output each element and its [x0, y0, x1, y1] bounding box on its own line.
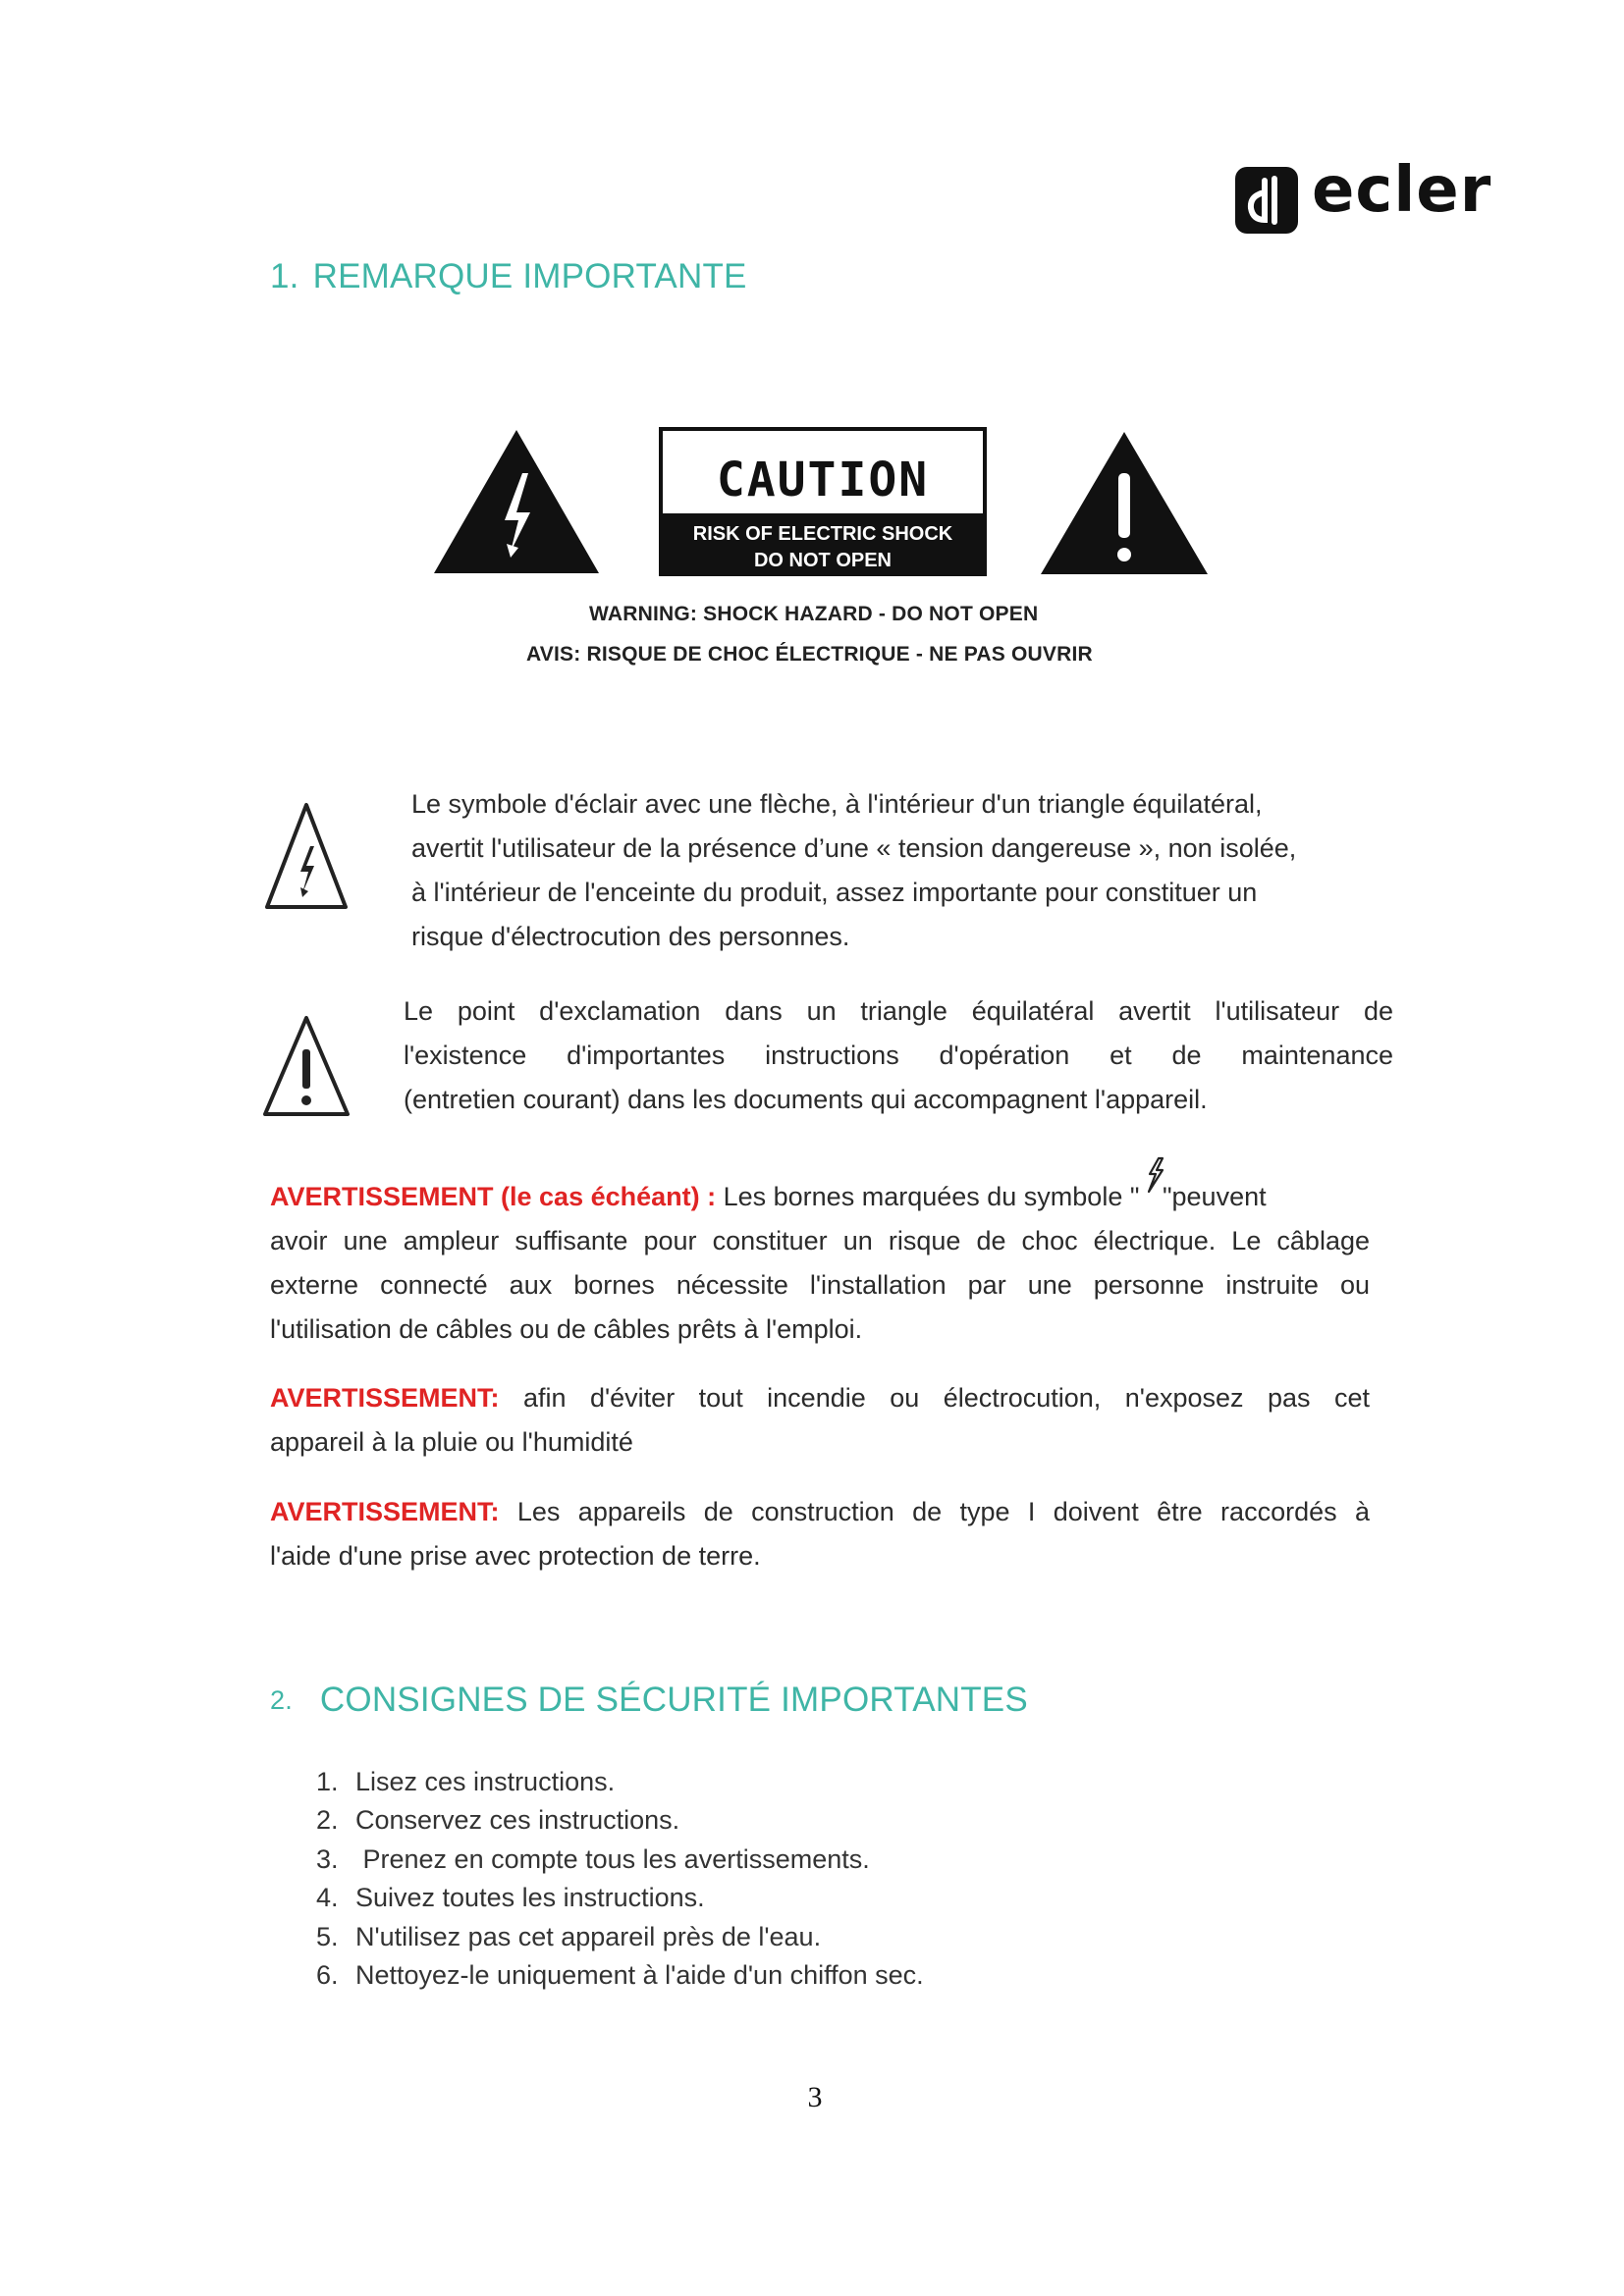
text-fragment: Les bornes marquées du symbole "	[716, 1182, 1147, 1211]
lightning-outline-triangle-icon	[263, 801, 350, 911]
exclamation-triangle-icon	[1041, 432, 1208, 574]
list-number: 5.	[316, 1921, 339, 1951]
text-fragment: Les appareils de construction de type I doivent être raccordés à	[499, 1497, 1370, 1526]
list-item	[316, 1956, 924, 1995]
text-line: Le point d'exclamation dans un triangle équilatéral avertit l'utilisateur de	[404, 996, 1393, 1026]
list-number: 2.	[316, 1805, 339, 1836]
caution-line-1: RISK OF ELECTRIC SHOCK	[692, 523, 953, 545]
list-number: 6.	[316, 1960, 339, 1991]
safety-instructions-list	[316, 1763, 924, 1995]
text-line: avertit l'utilisateur de la présence d’une « tension dangereuse », non isolée,	[411, 833, 1297, 863]
text-line	[270, 1170, 1370, 1219]
list-item	[316, 1841, 924, 1879]
list-text: Conservez ces instructions.	[355, 1805, 680, 1836]
ecler-logo-mark-icon	[1235, 167, 1298, 234]
caution-graphic	[432, 422, 1218, 589]
section-1-title: REMARQUE IMPORTANTE	[312, 257, 747, 295]
section-2-heading	[270, 1681, 1028, 1720]
list-text: Lisez ces instructions.	[355, 1767, 616, 1796]
list-item	[316, 1879, 924, 1917]
list-item	[316, 1801, 924, 1840]
caution-line-2: DO NOT OPEN	[753, 550, 893, 571]
warning-block-rain	[270, 1376, 1370, 1465]
text-line: Le symbole d'éclair avec une flèche, à l'intérieur d'un triangle équilatéral,	[411, 789, 1263, 819]
text-line: externe connecté aux bornes nécessite l'installation par une personne instruite ou	[270, 1270, 1370, 1300]
list-number: 4.	[316, 1883, 339, 1913]
text-line: (entretien courant) dans les documents qui accompagnent l'appareil.	[404, 1085, 1208, 1114]
caution-title: CAUTION	[716, 453, 930, 507]
text-fragment: afin d'éviter tout incendie ou électrocution, n'exposez pas cet	[499, 1383, 1370, 1413]
section-1-heading	[270, 257, 747, 296]
text-line	[270, 1490, 1370, 1534]
logo-wordmark: ecler	[1312, 154, 1492, 227]
ecler-logo	[1235, 154, 1516, 234]
text-fragment: "peuvent	[1162, 1182, 1267, 1211]
text-line: à l'intérieur de l'enceinte du produit, assez importante pour constituer un	[411, 878, 1258, 907]
list-number: 1.	[316, 1767, 339, 1796]
text-line: l'utilisation de câbles ou de câbles prêts à l'emploi.	[270, 1314, 863, 1344]
text-line: l'existence d'importantes instructions d'opération et de maintenance	[404, 1041, 1393, 1070]
text-line	[270, 1376, 1370, 1420]
list-text: N'utilisez pas cet appareil près de l'eau.	[355, 1921, 822, 1951]
lightning-bolt-icon	[1145, 1156, 1166, 1194]
warning-label: AVERTISSEMENT:	[270, 1497, 500, 1526]
list-item	[316, 1763, 924, 1801]
text-line: risque d'électrocution des personnes.	[411, 922, 850, 951]
warning-block-terminals	[270, 1170, 1370, 1352]
warning-label: AVERTISSEMENT (le cas échéant) :	[270, 1182, 717, 1211]
exclamation-outline-triangle-icon	[261, 1014, 352, 1118]
warning-label: AVERTISSEMENT:	[270, 1383, 500, 1413]
warning-block-earth	[270, 1490, 1370, 1578]
list-text: Prenez en compte tous les avertissements.	[355, 1843, 870, 1874]
warning-en: WARNING: SHOCK HAZARD - DO NOT OPEN	[589, 603, 1039, 625]
list-number: 3.	[316, 1843, 339, 1874]
text-line: l'aide d'une prise avec protection de terre.	[270, 1541, 761, 1571]
text-line: avoir une ampleur suffisante pour constituer un risque de choc électrique. Le câblage	[270, 1226, 1370, 1255]
list-text: Suivez toutes les instructions.	[355, 1883, 705, 1913]
section-1-number: 1.	[270, 257, 299, 295]
lightning-triangle-icon	[434, 430, 599, 573]
caution-box	[661, 429, 985, 574]
exclamation-symbol-description	[404, 989, 1393, 1122]
lightning-symbol-description	[411, 782, 1374, 959]
warning-fr: AVIS: RISQUE DE CHOC ÉLECTRIQUE - NE PAS OUVRIR	[526, 643, 1093, 666]
list-text: Nettoyez-le uniquement à l'aide d'un chiffon sec.	[355, 1960, 924, 1991]
list-item	[316, 1918, 924, 1956]
page-number: 3	[807, 2081, 823, 2113]
section-2-number: 2.	[270, 1685, 293, 1715]
section-2-title: CONSIGNES DE SÉCURITÉ IMPORTANTES	[319, 1681, 1028, 1719]
text-line: appareil à la pluie ou l'humidité	[270, 1427, 633, 1457]
